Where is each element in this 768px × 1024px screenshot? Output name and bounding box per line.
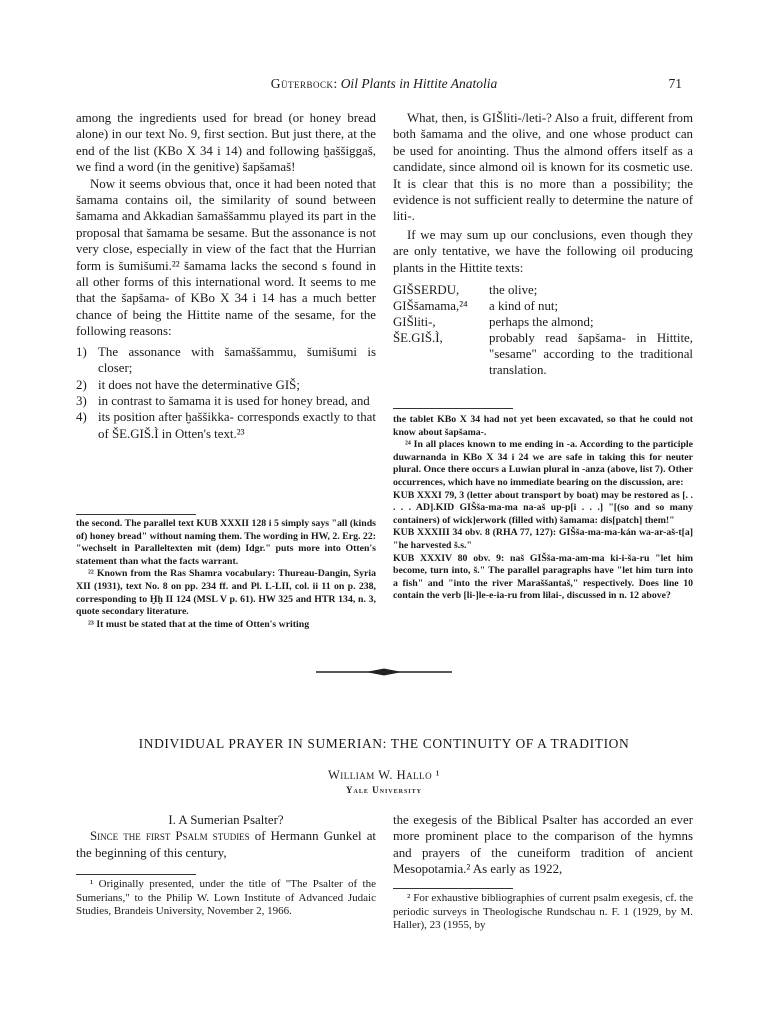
author-affiliation: Yale University [346, 785, 422, 795]
left-column [76, 110, 376, 442]
left-footnotes [76, 518, 376, 631]
article-paragraph-continued: the exegesis of the Biblical Psalter has accorded an ever more prominent place to the comparison of the hymns and prayers of the cuneiform tradition of ancient Mesopotamia.² As early as 1922, [393, 813, 693, 877]
footnote-rule [393, 408, 513, 409]
list-item: 2) it does not have the determinative GIŠ; [76, 377, 300, 392]
article-paragraph-start: Since the first Psalm studies of Hermann Gunkel at the beginning of this century, [76, 829, 376, 860]
footnote-rule [76, 514, 196, 515]
list-item: GIŠSERDU, the olive; [393, 283, 538, 298]
header-author: Güterbock [270, 76, 334, 91]
list-item: GIŠšamama,²⁴ a kind of nut; [393, 299, 559, 314]
footnote: KUB XXXIII 34 obv. 8 (RHA 77, 127): GIŠša-ma-ma-kán wa-ar-aš-t[a] "he harvested š.s." [393, 527, 693, 551]
left-paragraph-2: Now it seems obvious that, once it had been noted that šamama contains oil, the similarity of sound between šamama and Akkadian šamaššammu played its part in the proposal that šamama be sesame. But the assonance is not very close, especially in view of the fact that the Hurrian form is šumišumi.²² šamama lacks the second s found in all other forms of this international word. It seems to me that the šapšama- of KBo X 34 i 14 has a much better chance of being the Hittite name of the sesame, for the following reasons: [76, 176, 376, 339]
article-left-column [76, 812, 376, 861]
right-column [393, 110, 693, 378]
list-item: GIŠliti-, perhaps the almond; [393, 315, 594, 330]
footnote-rule [76, 874, 196, 875]
article-author: William W. Hallo ¹ [328, 768, 440, 782]
footnote-rule [393, 888, 513, 889]
page-number: 71 [668, 76, 682, 91]
footnote: the tablet KBo X 34 had not yet been excavated, so that he could not know about šapšama-. [393, 414, 693, 438]
right-paragraph-1: What, then, is GIŠliti-/leti-? Also a fruit, different from both šamama and the olive, and one whose product can be used for anointing. Thus the almond offers itself as a candidate, since almond oil is known for its cosmetic use. It is clear that this is no more than a possibility; the evidence is not sufficient really to determine the nature of liti-. [393, 111, 693, 224]
article-footnote-1: ¹ Originally presented, under the title of "The Psalter of the Sumerians," to the Philip W. Lown Institute of Advanced Judaic Studies, Brandeis University, November 2, 1966. [76, 878, 376, 918]
ornament-divider [316, 667, 452, 677]
article-footnote-2: ² For exhaustive bibliographies of current psalm exegesis, cf. the periodic surveys in Theologische Rundschau n. F. 1 (1929, by M. Haller), 23 (1955, by [393, 892, 693, 932]
footnote: ²² Known from the Ras Shamra vocabulary: Thureau-Dangin, Syria XII (1931), text No. 8 on pp. 234 ff. and Pl. L-LII, col. ii 11 on p. 238, corresponding to Ḫḫ II 124 (MSL V p. 61). HW 325 and HTR 134, n. 3, quote secondary literature. [76, 568, 376, 618]
list-item: 3) in contrast to šamama it is used for honey bread, and [76, 393, 370, 408]
article-title: INDIVIDUAL PRAYER IN SUMERIAN: THE CONTINUITY OF A TRADITION [138, 736, 630, 751]
footnote: the second. The parallel text KUB XXXII 128 i 5 simply says "all (kinds of) honey bread" without naming them. The wording in HW, 2. Erg. 22: "wechselt in Paralleltexten mit (dem) Idgr." puts more into Otten's statement than what the facts warrant. [76, 518, 376, 567]
footnote: KUB XXXIV 80 obv. 9: naš GIŠša-ma-am-ma ki-i-ša-ru "let him become, turn into, š." The parallel paragraphs have "let him turn into a fish" and "into the river Maraššantaš," respectively. Does line 10 contain the verb [li-]le-e-ia-ru from lilai-, discussed in n. 12 above? [393, 552, 693, 602]
right-paragraph-2: If we may sum up our conclusions, even though they are only tentative, we have the following oil producing plants in the Hittite texts: [393, 227, 693, 275]
list-item: 1) The assonance with šamaššammu, šumišumi is closer; [76, 344, 376, 376]
footnote: ²³ It must be stated that at the time of Otten's writing [88, 618, 310, 630]
footnote: ²⁴ In all places known to me ending in -a. According to the participle duwarnanda in KBo X 34 i 24 we are safe in taking this for neuter plural. Once there occurs a Luwian plural in -anza (above, list 7). Other occurrences, which have no immediate bearing on the discussion, are: [393, 439, 693, 488]
running-header: Güterbock: Oil Plants in Hittite Anatolia 71 [270, 76, 682, 91]
oil-plants-list [393, 282, 693, 378]
reasons-list [76, 344, 376, 442]
right-footnotes [393, 414, 693, 603]
list-item: 4) its position after ḫaššikka- corresponds exactly to that of ŠE.GIŠ.Ì in Otten's text.²³ [76, 410, 376, 441]
article-right-column [393, 812, 693, 878]
section-heading: I. A Sumerian Psalter? [168, 813, 284, 827]
left-paragraph-1: among the ingredients used for bread (or honey bread alone) in our text No. 9, first section. But just there, at the end of the list (KBo X 34 i 14) and following ḫaššiggaš, we find a word (in the genitive) šapšamaš! [76, 111, 376, 175]
header-title: Oil Plants in Hittite Anatolia [340, 76, 498, 91]
footnote: KUB XXXI 79, 3 (letter about transport by boat) may be restored as [. . . . . AD].KID GIŠša-ma-ma na-aš up-p[i . . .] "[(so and so many containers) of wick]erwork (filled with) šamama: dis[patch] them!" [393, 489, 693, 526]
list-item: ŠE.GIŠ.Ì, probably read šapšama- in Hittite, "sesame" according to the traditional translation. [393, 331, 693, 378]
